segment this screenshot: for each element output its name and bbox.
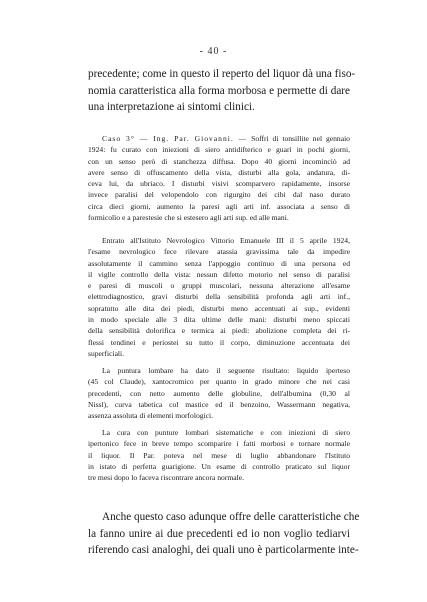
text-line: ceva lui, da ubriaco. I disturbi visivi scomparvero rapidamente, insorse <box>88 179 350 189</box>
text-line: superficiali. <box>88 348 125 358</box>
text-line: nomia caratteristica alla forma morbosa e permette di dare <box>88 84 350 97</box>
text-line: La puntura lombare ha dato il seguente risultato: liquido iperteso <box>102 366 350 375</box>
text-line: in istato di perfetta guarigione. Un esame di controllo praticato sul liquor <box>88 461 350 471</box>
text-line: precedente; come in questo il reperto del liquor dà una fiso- <box>88 68 356 80</box>
puncture-paragraph <box>88 365 350 421</box>
text-line: con un senso però di stanchezza diffusa. Dopo 40 giorni incominciò ad <box>88 156 350 166</box>
case-first-line-text: Soffri di tonsillite nel gennaio <box>251 134 350 143</box>
text-line: formicolìo e a parestesie che si estesero agli arti sup. ed alle mani. <box>88 213 289 223</box>
text-line: e paresi di muscoli o gruppi muscolari, nessuna alterazione all'esame <box>88 281 350 291</box>
text-line: Anche questo caso adunque offre delle caratteristiche che <box>102 511 360 523</box>
text-line: la fanno unire ai due precedenti ed io non voglio tediarvi <box>88 527 350 540</box>
case-rest-lines <box>88 144 350 223</box>
text-line: elettrodiagnostico, gravi disturbi della sensibilità profonda agli arti inf., <box>88 292 350 302</box>
text-line: flessi tendinei e periostei su tutto il corpo, diminuzione accentuata dei <box>88 337 350 347</box>
text-line: assenza assoluta di elementi morfologici. <box>88 411 214 421</box>
text-line: La cura con punture lombari sistematiche e con iniezioni di siero <box>102 428 350 437</box>
text-line: Nissl), curva tabetica col mastice ed il benzoino, Wassermann negativa, <box>88 399 350 409</box>
text-line: una interpretazione ai sintomi clinici. <box>88 101 255 113</box>
text-line: Entrato all'Istituto Nevrologico Vittorio Emanuele III il 5 aprile 1924, <box>102 236 350 245</box>
text-line: (45 col Claude), xantocromico per quanto in grado minore che nei casi <box>88 377 350 387</box>
text-line: circa dieci giorni, aumento la paresi agli arti inf. associata a senso di <box>88 201 350 211</box>
text-line: precedenti, con netto aumento delle globuline, dell'albumina (0,30 al <box>88 388 350 398</box>
text-line: in modo speciale alle 3 dita ultime delle mani: disturbi meno spiccati <box>88 315 350 325</box>
case-first-line <box>88 133 350 144</box>
intro-paragraph <box>88 66 356 116</box>
text-line: il liquor. Il Par. poteva nel mese di luglio abbandonare l'Istituto <box>88 450 350 460</box>
text-line: il viglle controllo della vista: nessun difetto motorio nel senso di paralisi <box>88 269 350 279</box>
text-line: tre mesi dopo lo faceva riscontrare ancora normale. <box>88 473 245 483</box>
text-line: invece paralisi del velopendolo con rigurgito dei cibi dal naso durato <box>88 190 350 200</box>
text-line: ipertonico fece in breve tempo scomparire i fatti morbosi e tornare normale <box>88 439 350 449</box>
exam-paragraph <box>88 235 350 359</box>
page-number: - 40 - <box>199 46 228 57</box>
text-line: avere senso di offuscamento della vista, disturbi alla gola, andatura, di- <box>88 167 350 177</box>
text-line: riferendo casi analoghi, dei quali uno è particolarmente inte- <box>88 544 359 556</box>
case-paragraph <box>88 133 350 223</box>
closing-paragraph <box>88 509 360 559</box>
cure-paragraph <box>88 427 350 483</box>
text-line: l'esame nevrologico fece rilevare atassia gravissima tale da impedire <box>88 247 350 257</box>
text-line: assolutamente il cammino senza l'appoggio continuo di una persona ed <box>88 258 350 268</box>
text-line: 1924: fu curato con iniezioni di siero antidifterico e guarì in pochi giorni, <box>88 145 350 155</box>
text-line: della sensibilità dolorifica e termica ai piedi: abolizione completa dei ri- <box>88 326 350 336</box>
text-line: sopratutto alle dita dei piedi, disturbi meno accentuati ai sup., evidenti <box>88 303 350 313</box>
case-header: Caso 3° — Ing. Par. Giovanni. — <box>102 134 248 143</box>
